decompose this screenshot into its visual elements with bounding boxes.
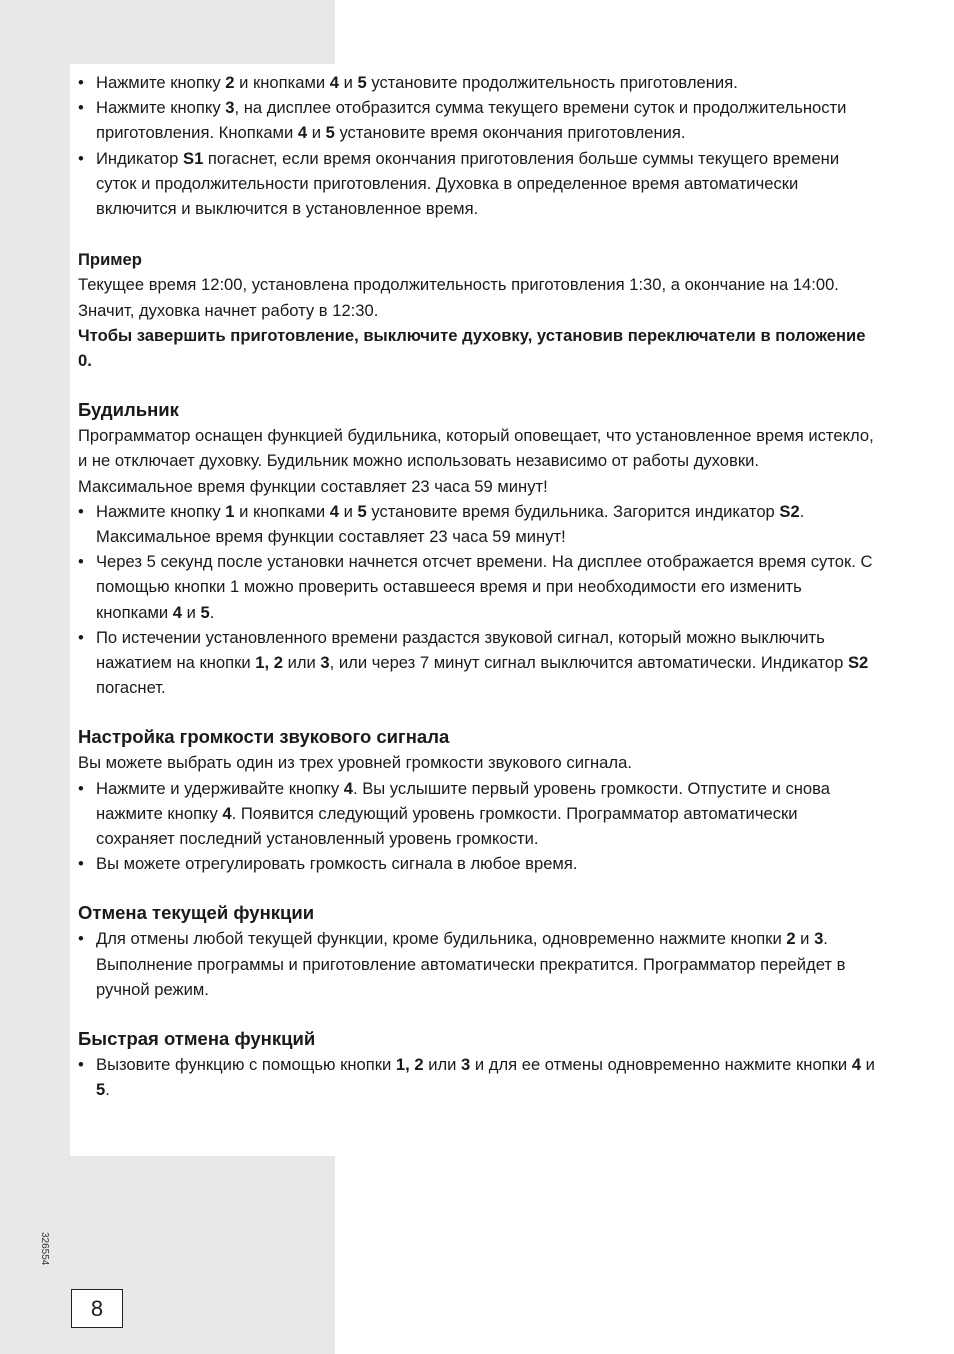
grey-band-top xyxy=(0,0,335,64)
cancel-heading: Отмена текущей функции xyxy=(78,902,315,924)
volume-heading: Настройка громкости звукового сигнала xyxy=(78,726,450,748)
bullet-item: • По истечении установленного времени раздастся звуковой сигнал, который можно выключить нажатием на кнопки 1, 2 или 3, или через 7 минут сигнал выключится автоматически. Индикатор S2 погаснет. xyxy=(78,625,878,701)
volume-paragraph: Вы можете выбрать один из трех уровней громкости звукового сигнала. xyxy=(78,753,632,773)
example-heading: Пример xyxy=(78,250,142,270)
bullet-item: • Через 5 секунд после установки начнется отсчет времени. На дисплее отображается время суток. С помощью кнопки 1 можно проверить оставшееся время и при необходимости его изменить кнопками 4 и 5. xyxy=(78,549,878,625)
alarm-paragraph: Программатор оснащен функцией будильника, который оповещает, что установленное время истекло, и не отключает духовку. Будильник можно использовать независимо от работы духовки. xyxy=(78,426,874,471)
bullet-item: • Нажмите кнопку 3, на дисплее отобразится сумма текущего времени суток и продолжительности приготовления. Кнопками 4 и 5 установите время окончания приготовления. xyxy=(78,95,878,145)
grey-band-bottom xyxy=(0,1156,335,1354)
alarm-max-time: Максимальное время функции составляет 23 часа 59 минут! xyxy=(78,476,548,496)
bullet-item: • Для отмены любой текущей функции, кроме будильника, одновременно нажмите кнопки 2 и 3. Выполнение программы и приготовление автоматически прекратится. Программатор перейдет в ручной режим. xyxy=(78,926,878,1002)
bullet-item: • Нажмите кнопку 2 и кнопками 4 и 5 установите продолжительность приготовления. xyxy=(78,70,878,95)
page-number: 8 xyxy=(71,1289,123,1328)
bullet-item: • Вы можете отрегулировать громкость сигнала в любое время. xyxy=(78,851,878,876)
example-text: Текущее время 12:00, установлена продолжительность приготовления 1:30, а окончание на 14:00. Значит, духовка начнет работу в 12:30. xyxy=(78,275,839,320)
bullet-item: • Нажмите и удерживайте кнопку 4. Вы услышите первый уровень громкости. Отпустите и снова нажмите кнопку 4. Появится следующий уровень громкости. Программатор автоматически сохраняет последний установленный уровень громкости. xyxy=(78,776,878,852)
grey-band-left xyxy=(0,64,70,1156)
bullet-item: • Вызовите функцию с помощью кнопки 1, 2 или 3 и для ее отмены одновременно нажмите кнопки 4 и 5. xyxy=(78,1052,878,1102)
document-number: 326554 xyxy=(39,1232,50,1266)
example-bold-note: Чтобы завершить приготовление, выключите духовку, установив переключатели в положение 0. xyxy=(78,325,866,371)
alarm-heading: Будильник xyxy=(78,399,179,421)
page-content xyxy=(78,70,878,1103)
bullet-item: • Нажмите кнопку 1 и кнопками 4 и 5 установите время будильника. Загорится индикатор S2. Максимальное время функции составляет 23 часа 59 минут! xyxy=(78,499,878,549)
bullet-item: • Индикатор S1 погаснет, если время окончания приготовления больше суммы текущего времени суток и продолжительности приготовления. Духовка в определенное время автоматически включится и выключится в установленное время. xyxy=(78,146,878,222)
quick-cancel-heading: Быстрая отмена функций xyxy=(78,1028,316,1050)
